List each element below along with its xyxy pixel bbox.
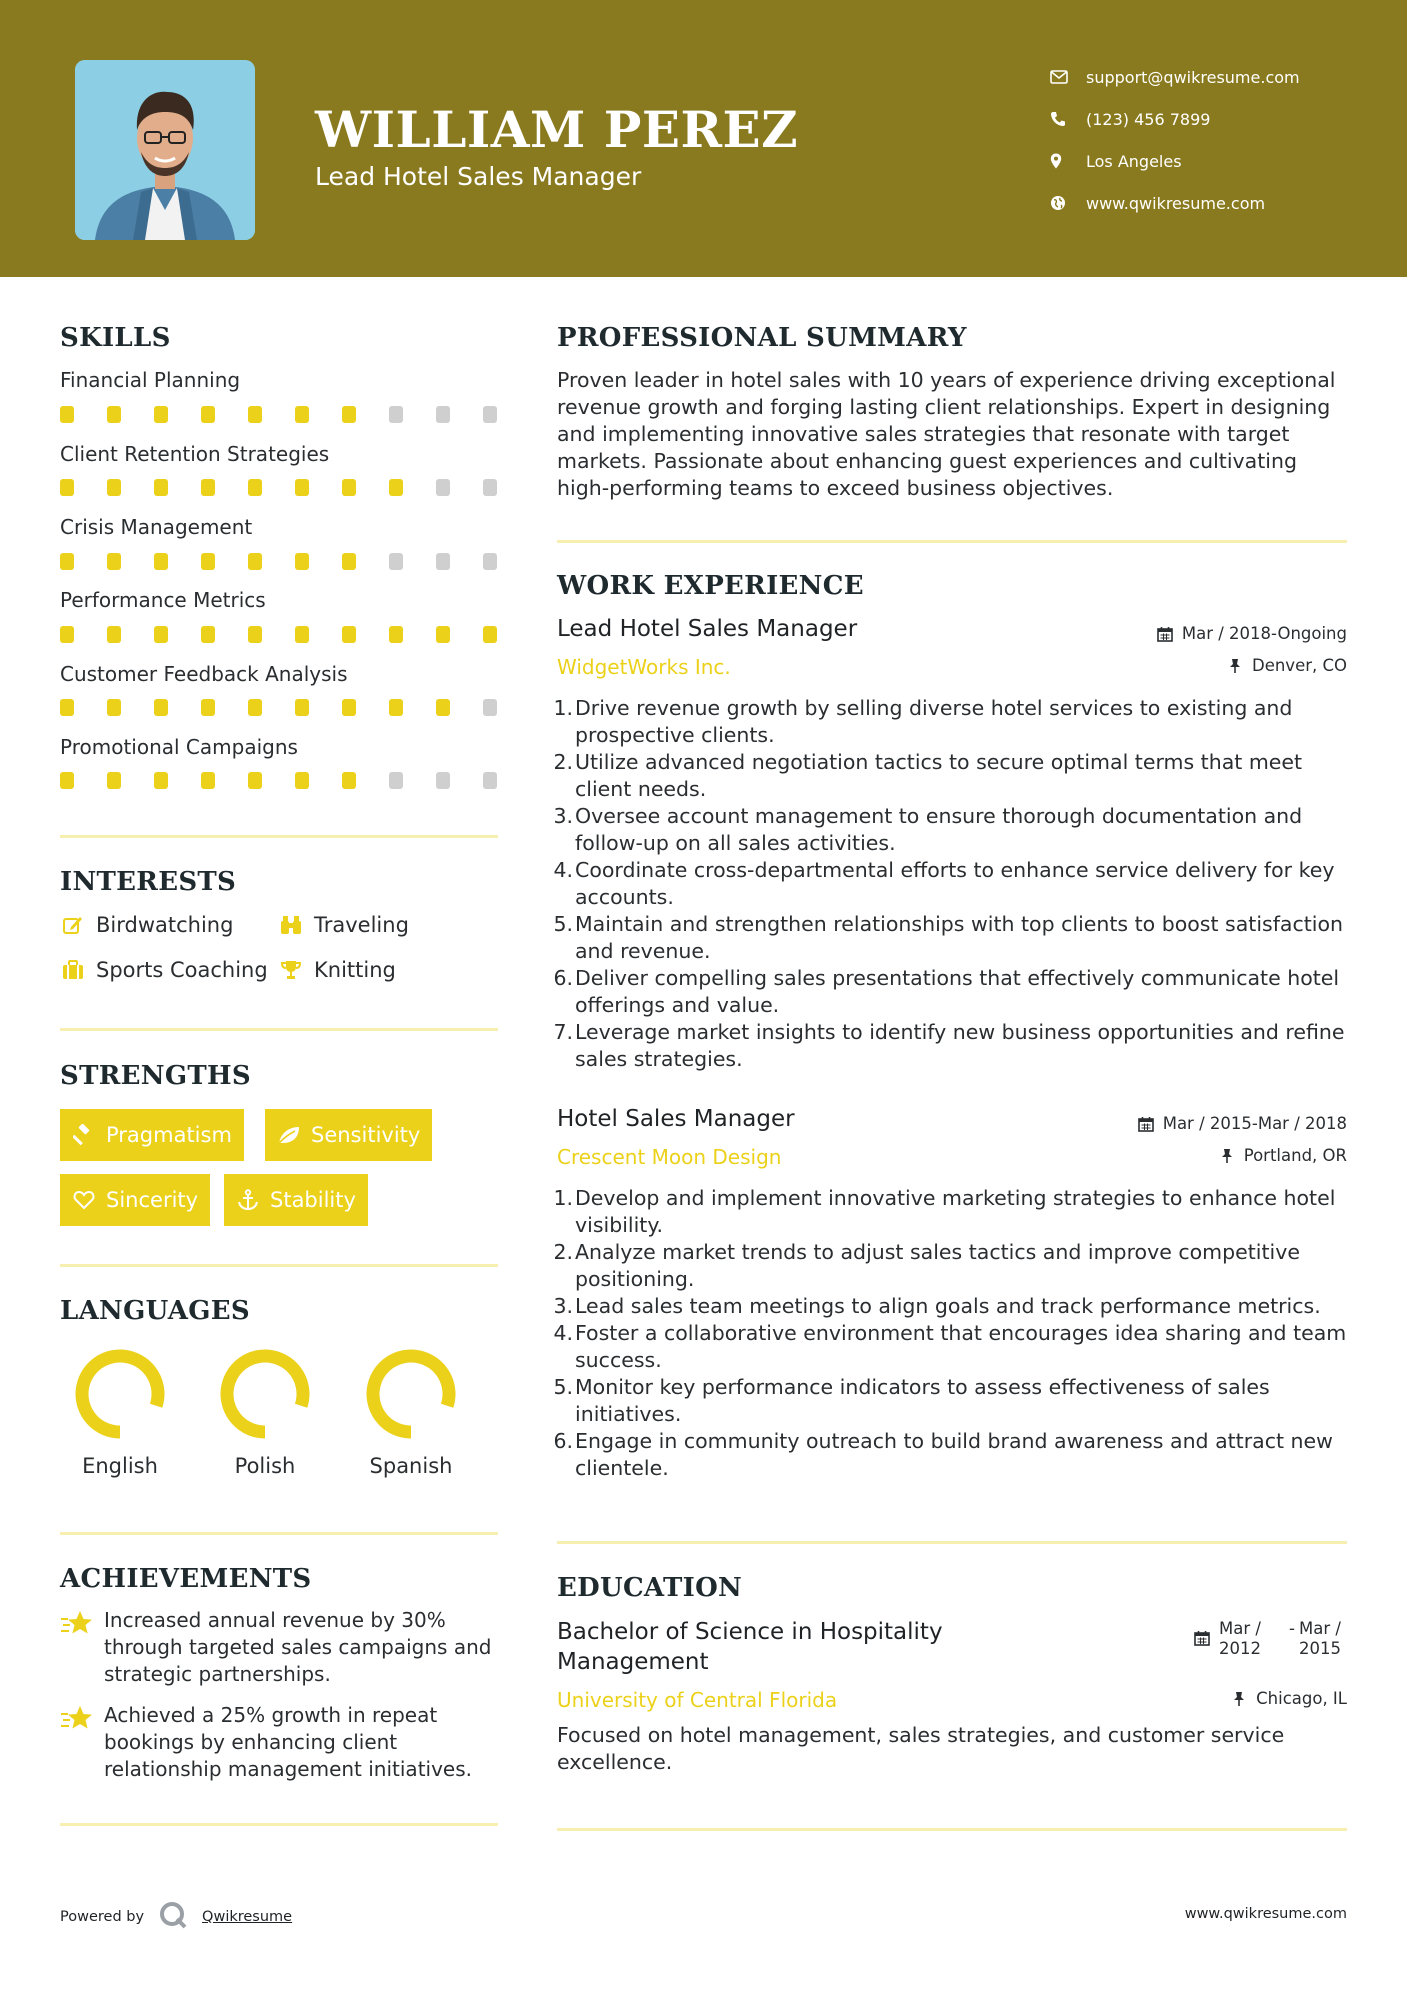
skill-dot-filled — [295, 626, 309, 643]
duty-text: Drive revenue growth by selling diverse hotel services to existing and prospective clients. — [575, 696, 1293, 747]
skill-name: Client Retention Strategies — [60, 442, 330, 466]
duty-item — [553, 965, 1347, 1019]
achievement-text: Increased annual revenue by 30% through targeted sales campaigns and strategic partnerships. — [104, 1608, 492, 1686]
candidate-name: WILLIAM PEREZ — [315, 100, 799, 159]
strength-label: Sincerity — [106, 1188, 199, 1212]
skill-dot-filled — [154, 406, 168, 423]
strength-tag — [265, 1109, 432, 1161]
skill-dot-empty — [436, 772, 450, 789]
duty-number: 5. — [553, 1375, 573, 1399]
language-progress-ring — [74, 1348, 166, 1440]
interest-item — [278, 957, 396, 983]
skill-dot-filled — [201, 626, 215, 643]
duty-text: Oversee account management to ensure thorough documentation and follow-up on all sales activities. — [575, 804, 1303, 855]
duty-text: Deliver compelling sales presentations that effectively communicate hotel offerings and value. — [575, 966, 1340, 1017]
education-start-date: Mar / 2012 — [1219, 1619, 1262, 1658]
skill-dot-filled — [248, 626, 262, 643]
section-divider — [60, 1264, 498, 1267]
language-name: Polish — [234, 1454, 296, 1478]
duty-number: 3. — [553, 1294, 573, 1318]
interest-item — [60, 912, 233, 938]
skill-dot-filled — [107, 479, 121, 496]
section-divider — [60, 1823, 498, 1826]
section-divider — [557, 1541, 1347, 1544]
contact-list — [1050, 56, 1300, 224]
phone-text: (123) 456 7899 — [1086, 109, 1211, 129]
contact-location — [1050, 140, 1300, 182]
education-dates — [1193, 1619, 1347, 1659]
skill-dot-filled — [107, 772, 121, 789]
duty-item — [553, 695, 1347, 749]
skill-dot-filled — [389, 479, 403, 496]
interest-label: Knitting — [314, 958, 396, 982]
duty-text: Utilize advanced negotiation tactics to secure optimal terms that meet client needs. — [575, 750, 1303, 801]
duty-number: 2. — [553, 750, 573, 774]
education-location — [1230, 1689, 1347, 1708]
skill-dot-empty — [483, 406, 497, 423]
skill-dot-filled — [248, 479, 262, 496]
strength-tag — [60, 1109, 244, 1161]
skill-dot-filled — [342, 626, 356, 643]
binoculars-icon — [278, 912, 304, 938]
duty-number: 6. — [553, 1429, 573, 1453]
skill-dot-filled — [201, 479, 215, 496]
duty-item — [553, 1320, 1347, 1374]
strength-label: Pragmatism — [106, 1123, 232, 1147]
job-dates-text: Mar / 2015-Mar / 2018 — [1162, 1114, 1347, 1133]
job-dates-text: Mar / 2018-Ongoing — [1181, 624, 1347, 643]
skill-dot-filled — [60, 699, 74, 716]
duty-number: 4. — [553, 858, 573, 882]
calendar-icon — [1137, 1115, 1155, 1133]
skill-rating — [60, 772, 530, 789]
achievements-heading: ACHIEVEMENTS — [60, 1564, 312, 1594]
summary-text: Proven leader in hotel sales with 10 years of experience driving exceptional revenue growth and forging lasting client relationships. Expert in designing and implementing innovative sales strategies that resonate with target markets. Passionate about enhancing guest experiences and cultivating high-performing teams to exceed business objectives. — [557, 368, 1336, 500]
qwikresume-link[interactable]: Qwikresume — [202, 1909, 293, 1925]
skill-dot-empty — [483, 553, 497, 570]
skill-dot-filled — [60, 553, 74, 570]
contact-phone[interactable] — [1050, 98, 1300, 140]
experience-heading: WORK EXPERIENCE — [557, 571, 864, 601]
duty-number: 1. — [553, 696, 573, 720]
calendar-icon — [1156, 625, 1174, 643]
envelope-icon — [1050, 66, 1080, 88]
job-location-text: Portland, OR — [1243, 1146, 1347, 1165]
skill-dot-filled — [60, 479, 74, 496]
skill-dot-filled — [342, 406, 356, 423]
achievement-item — [60, 1607, 500, 1688]
duty-number: 5. — [553, 912, 573, 936]
skill-dot-filled — [483, 626, 497, 643]
date-range-separator: - — [1289, 1619, 1295, 1638]
qwikresume-logo-icon — [158, 1900, 188, 1934]
anchor-icon — [236, 1188, 260, 1212]
skill-dot-filled — [389, 699, 403, 716]
duty-item — [553, 911, 1347, 965]
duty-number: 7. — [553, 1020, 573, 1044]
education-description: Focused on hotel management, sales strategies, and customer service excellence. — [557, 1723, 1285, 1774]
skill-dot-filled — [107, 626, 121, 643]
skill-rating — [60, 699, 530, 716]
skill-dot-filled — [154, 626, 168, 643]
section-divider — [60, 835, 498, 838]
skill-dot-filled — [295, 479, 309, 496]
interest-label: Traveling — [314, 913, 409, 937]
star-icon — [60, 1704, 96, 1783]
interests-heading: INTERESTS — [60, 867, 237, 897]
resume-header — [0, 0, 1407, 277]
job-title: Lead Hotel Sales Manager — [557, 616, 858, 642]
gavel-icon — [72, 1123, 96, 1147]
duty-list — [553, 695, 1347, 1073]
skill-name: Customer Feedback Analysis — [60, 662, 348, 686]
section-divider — [557, 1828, 1347, 1831]
strength-tag — [60, 1174, 210, 1226]
language-item — [351, 1348, 471, 1478]
interest-label: Birdwatching — [96, 913, 234, 937]
language-level-arc — [82, 1356, 158, 1432]
duty-item — [553, 803, 1347, 857]
skill-dot-empty — [436, 479, 450, 496]
powered-by-text: Powered by — [60, 1909, 145, 1925]
language-item — [60, 1348, 180, 1478]
skill-rating — [60, 553, 530, 570]
skill-dot-filled — [295, 406, 309, 423]
pushpin-icon — [1226, 657, 1244, 675]
company-name: WidgetWorks Inc. — [557, 655, 731, 679]
skill-dot-filled — [154, 479, 168, 496]
achievement-text: Achieved a 25% growth in repeat bookings by enhancing client relationship management initiatives. — [104, 1703, 473, 1781]
language-item — [205, 1348, 325, 1478]
duty-item — [553, 1239, 1347, 1293]
skill-dot-filled — [107, 553, 121, 570]
company-name: Crescent Moon Design — [557, 1145, 782, 1169]
skill-dot-filled — [154, 699, 168, 716]
strength-label: Sensitivity — [311, 1123, 421, 1147]
language-level-arc — [373, 1356, 449, 1432]
section-divider — [60, 1028, 498, 1031]
duty-list — [553, 1185, 1347, 1482]
interest-item — [278, 912, 409, 938]
duty-number: 1. — [553, 1186, 573, 1210]
globe-icon — [1050, 192, 1080, 214]
section-divider — [60, 1532, 498, 1535]
skill-dot-filled — [248, 772, 262, 789]
phone-icon — [1050, 108, 1080, 130]
skill-dot-filled — [201, 699, 215, 716]
skill-dot-filled — [295, 772, 309, 789]
education-location-text: Chicago, IL — [1256, 1689, 1347, 1708]
job-dates — [1156, 624, 1347, 643]
skill-rating — [60, 626, 530, 643]
skill-dot-filled — [201, 406, 215, 423]
summary-heading: PROFESSIONAL SUMMARY — [557, 323, 967, 353]
job-location — [1218, 1146, 1347, 1165]
profile-photo — [75, 60, 255, 240]
pencil-square-icon — [60, 912, 86, 938]
interest-label: Sports Coaching — [96, 958, 268, 982]
interest-item — [60, 957, 268, 983]
contact-email[interactable] — [1050, 56, 1300, 98]
briefcase-icon — [60, 957, 86, 983]
skill-dot-filled — [342, 479, 356, 496]
skill-dot-empty — [483, 479, 497, 496]
duty-item — [553, 1019, 1347, 1073]
skill-dot-empty — [389, 406, 403, 423]
duty-item — [553, 1293, 1347, 1320]
job-dates — [1137, 1114, 1347, 1133]
location-text: Los Angeles — [1086, 151, 1182, 171]
duty-text: Monitor key performance indicators to assess effectiveness of sales initiatives. — [575, 1375, 1270, 1426]
map-pin-icon — [1050, 150, 1080, 172]
skill-dot-filled — [107, 406, 121, 423]
degree-title: Bachelor of Science in Hospitality Management — [557, 1619, 943, 1675]
education-end-date: Mar / 2015 — [1299, 1619, 1341, 1658]
education-heading: EDUCATION — [557, 1573, 743, 1603]
duty-number: 3. — [553, 804, 573, 828]
job-title: Hotel Sales Manager — [557, 1106, 795, 1132]
strength-tag — [224, 1174, 368, 1226]
skill-dot-filled — [201, 772, 215, 789]
duty-text: Lead sales team meetings to align goals and track performance metrics. — [575, 1294, 1321, 1318]
footer-website[interactable]: www.qwikresume.com — [1184, 1906, 1347, 1922]
duty-number: 6. — [553, 966, 573, 990]
skill-name: Performance Metrics — [60, 588, 266, 612]
skill-dot-filled — [248, 699, 262, 716]
skill-name: Promotional Campaigns — [60, 735, 298, 759]
skill-name: Financial Planning — [60, 368, 241, 392]
leaf-icon — [277, 1123, 301, 1147]
duty-text: Develop and implement innovative marketing strategies to enhance hotel visibility. — [575, 1186, 1336, 1237]
trophy-icon — [278, 957, 304, 983]
skill-dot-filled — [60, 772, 74, 789]
star-icon — [60, 1609, 96, 1688]
language-progress-ring — [219, 1348, 311, 1440]
achievement-item — [60, 1702, 500, 1783]
duty-item — [553, 857, 1347, 911]
duty-text: Coordinate cross-departmental efforts to enhance service delivery for key accounts. — [575, 858, 1335, 909]
duty-number: 4. — [553, 1321, 573, 1345]
skill-dot-empty — [389, 553, 403, 570]
skill-dot-filled — [436, 626, 450, 643]
language-name: Spanish — [369, 1454, 453, 1478]
heart-icon — [72, 1188, 96, 1212]
skill-dot-empty — [483, 699, 497, 716]
duty-number: 2. — [553, 1240, 573, 1264]
job-location-text: Denver, CO — [1251, 656, 1347, 675]
strength-label: Stability — [270, 1188, 356, 1212]
duty-text: Analyze market trends to adjust sales tactics and improve competitive positioning. — [575, 1240, 1300, 1291]
skill-dot-filled — [60, 406, 74, 423]
pushpin-icon — [1230, 1690, 1248, 1708]
skill-dot-filled — [248, 406, 262, 423]
skill-dot-empty — [483, 772, 497, 789]
footer-powered-by — [60, 1900, 292, 1934]
skill-dot-filled — [107, 699, 121, 716]
skill-dot-empty — [389, 772, 403, 789]
duty-item — [553, 1185, 1347, 1239]
skill-dot-empty — [436, 406, 450, 423]
languages-heading: LANGUAGES — [60, 1296, 250, 1326]
duty-item — [553, 749, 1347, 803]
skill-dot-filled — [436, 699, 450, 716]
language-name: English — [82, 1454, 158, 1478]
skill-dot-filled — [342, 553, 356, 570]
skill-dot-filled — [295, 553, 309, 570]
language-level-arc — [227, 1356, 303, 1432]
job-location — [1226, 656, 1347, 675]
skill-dot-filled — [295, 699, 309, 716]
strengths-heading: STRENGTHS — [60, 1061, 251, 1091]
skill-dot-filled — [248, 553, 262, 570]
language-progress-ring — [365, 1348, 457, 1440]
duty-item — [553, 1374, 1347, 1428]
skill-rating — [60, 479, 530, 496]
duty-text: Maintain and strengthen relationships with top clients to boost satisfaction and revenue. — [575, 912, 1344, 963]
skill-dot-filled — [342, 699, 356, 716]
calendar-icon — [1193, 1629, 1211, 1647]
duty-text: Engage in community outreach to build brand awareness and attract new clientele. — [575, 1429, 1333, 1480]
website-text: www.qwikresume.com — [1086, 193, 1266, 213]
skill-dot-filled — [154, 772, 168, 789]
skill-rating — [60, 406, 530, 423]
skill-dot-filled — [60, 626, 74, 643]
skill-dot-empty — [436, 553, 450, 570]
candidate-title: Lead Hotel Sales Manager — [315, 162, 642, 191]
skill-name: Crisis Management — [60, 515, 253, 539]
email-text: support@qwikresume.com — [1086, 67, 1300, 87]
skill-dot-filled — [154, 553, 168, 570]
duty-item — [553, 1428, 1347, 1482]
pushpin-icon — [1218, 1147, 1236, 1165]
duty-text: Leverage market insights to identify new business opportunities and refine sales strategies. — [575, 1020, 1345, 1071]
skill-dot-filled — [201, 553, 215, 570]
duty-text: Foster a collaborative environment that encourages idea sharing and team success. — [575, 1321, 1347, 1372]
skill-dot-filled — [389, 626, 403, 643]
contact-website[interactable] — [1050, 182, 1300, 224]
skills-heading: SKILLS — [60, 323, 171, 353]
skill-dot-filled — [342, 772, 356, 789]
section-divider — [557, 540, 1347, 543]
school-name: University of Central Florida — [557, 1688, 838, 1712]
